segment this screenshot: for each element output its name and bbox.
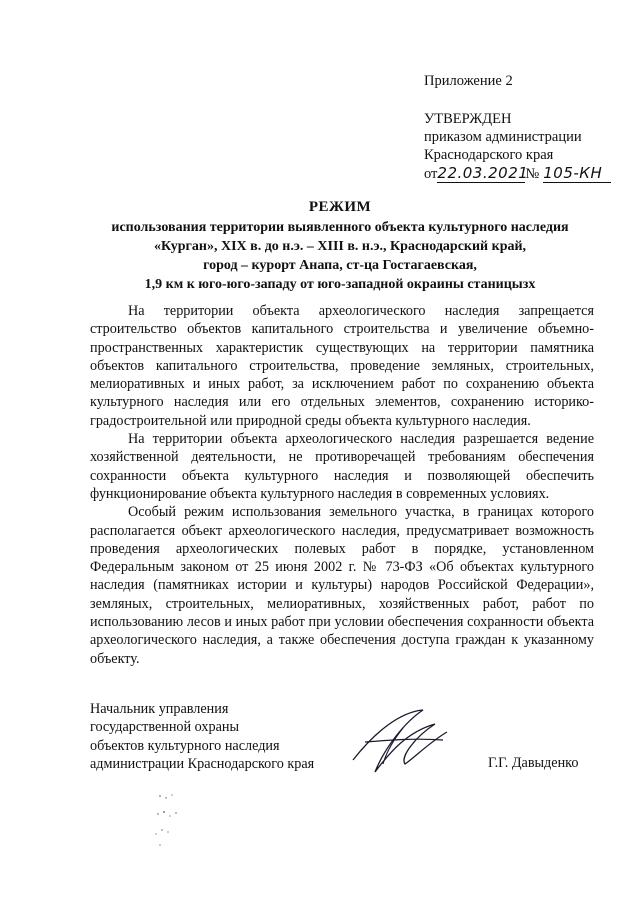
date-value-handwritten: 22.03.2021 [437,164,529,182]
faint-stamp-marks [148,790,198,850]
approval-heading: УТВЕРЖДЕН [424,111,512,127]
signatory-line-2: государственной охраны [90,719,240,736]
approval-block [424,110,611,183]
approval-date-line [424,164,611,183]
number-prefix: № [525,166,540,182]
document-body [90,302,594,668]
document-title [60,198,620,294]
paragraph-permissions: На территории объекта археологического наследия разрешается ведение хозяйственной деятельности, не противоречащей требованиям обеспечения сохранности объекта культурного наследия и позволяющей обеспечить функционирование объекта культурного наследия в современных условиях. [90,431,594,502]
signatory-title [90,700,314,774]
appendix-label: Приложение 2 [424,73,513,89]
approval-line-1: приказом администрации [424,129,582,145]
paragraph-prohibitions: На территории объекта археологического наследия запрещается строительство объектов капитального строительства и увеличение объемно-пространственных характеристик существующих на территории памятника объектов капитального строительства, проведение земляных, строительных, мелиоративных и иных работ, за исключением работ по сохранению объекта культурного наследия или его отдельных элементов, сохранению историко-градостроительной или природной среды объекта культурного наследия. [90,303,594,429]
signatory-line-1: Начальник управления [90,701,229,717]
signatory-line-3: объектов культурного наследия [90,737,280,754]
title-line-2: «Курган», XIX в. до н.э. – XIII в. н.э., Краснодарский край, [153,239,527,254]
paragraph-special-regime: Особый режим использования земельного участка, в границах которого располагается объект археологического наследия, предусматривает возможность проведения археологических полевых работ в порядке, установленном Федеральным законом от 25 июня 2002 г. № 73-ФЗ «Об объектах культурного наследия (памятниках истории и культуры) народов Российской Федерации», земляных, строительных, мелиоративных, хозяйственных работ, работ по использованию лесов и иных работ при условии обеспечения сохранности объекта археологического наследия, а также обеспечения доступа граждан к указанному объекту. [90,504,594,667]
title-main: РЕЖИМ [308,199,372,215]
number-value-handwritten: 105-КН [543,164,611,183]
approval-line-2: Краснодарского края [424,147,554,163]
date-prefix: от [424,166,438,182]
signatory-line-4: администрации Краснодарского края [90,756,315,773]
title-line-4: 1,9 км к юго-юго-западу от юго-западной окраины станицызх [144,277,536,292]
signatory-name: Г.Г. Давыденко [488,755,579,771]
title-line-1: использования территории выявленного объекта культурного наследия [111,220,569,235]
title-line-3: город – курорт Анапа, ст-ца Гостагаевская, [203,258,477,273]
handwritten-signature [345,702,455,782]
